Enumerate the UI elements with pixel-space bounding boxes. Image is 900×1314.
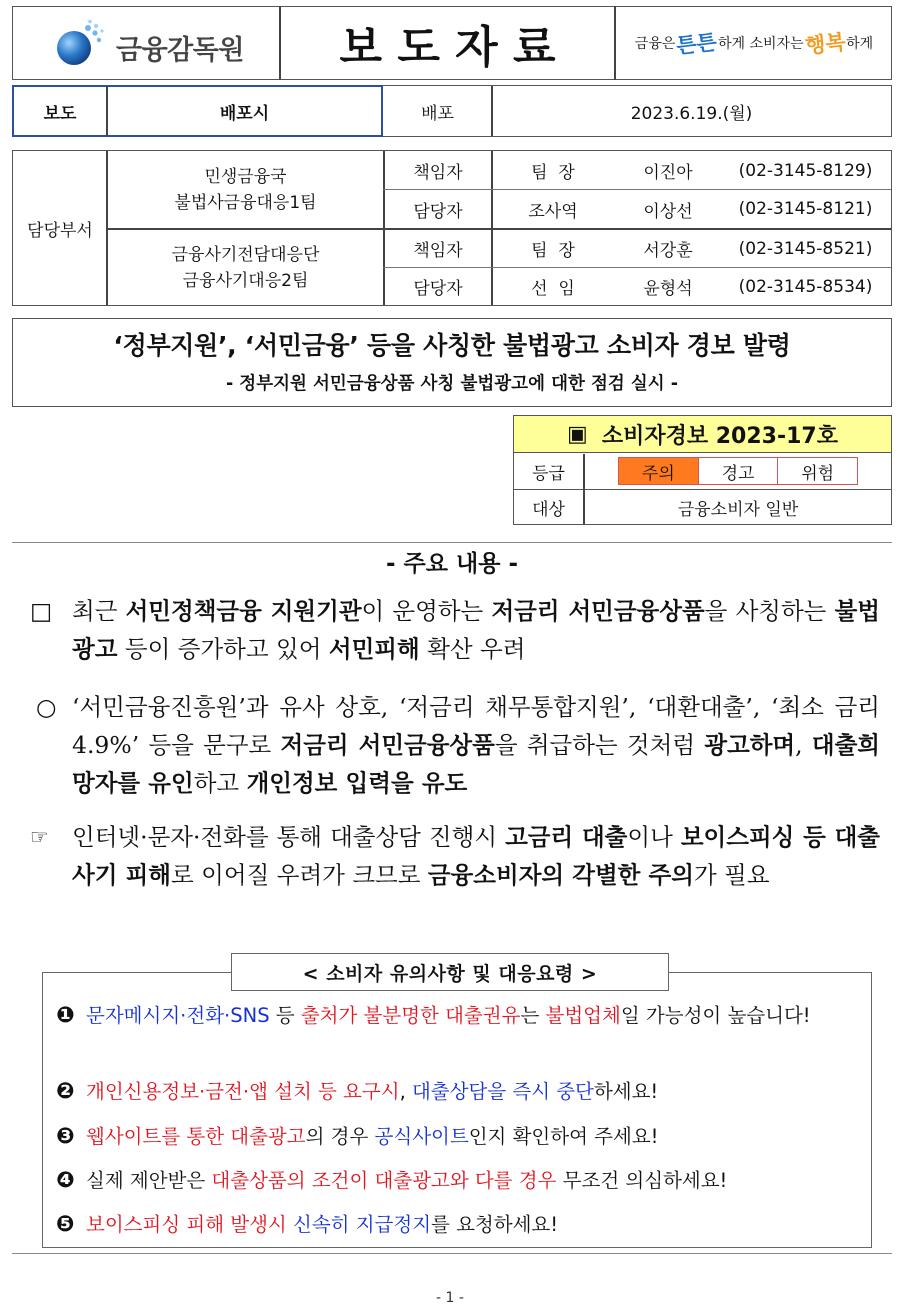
contact-role: 책임자 — [413, 163, 463, 183]
org-name: 금융감독원 — [116, 35, 244, 66]
tip-segment: 신속히 지급정지 — [292, 1213, 432, 1236]
summary-divider — [12, 542, 892, 543]
tip-segment: 인지 확인하여 주세요! — [468, 1125, 659, 1148]
slogan-mid: 하게 소비자는 — [717, 36, 804, 52]
tip-segment: 보이스피싱 피해 발생시 — [86, 1213, 287, 1236]
grade-label: 등급 — [532, 464, 565, 484]
level-danger: 위험 — [801, 463, 835, 484]
paragraph-segment: 대출희망자를 유인 — [72, 731, 880, 797]
summary-title: - 주요 내용 - — [386, 551, 518, 577]
dept-name-1: 민생금융국 불법사금융대응1팀 — [174, 167, 317, 213]
contact-name: 서강훈 — [643, 241, 693, 261]
paragraph-segment: 확산 우려 — [419, 635, 526, 663]
contact-role: 담당자 — [413, 279, 463, 299]
number-1-icon: ❶ — [56, 1003, 75, 1028]
dept-name-2: 금융사기전담대응단 금융사기대응2팀 — [171, 244, 320, 291]
paragraph-segment: 로 이어질 우려가 크므로 — [171, 861, 428, 889]
paragraph-segment: 저금리 서민금융상품 — [280, 731, 495, 759]
paragraph-segment: 을 사칭하는 — [704, 597, 835, 625]
contact-title: 팀 장 — [531, 241, 575, 261]
square-bullet-icon: □ — [30, 597, 53, 625]
paragraph-text — [72, 592, 880, 668]
paragraph-segment: 불법광고 — [72, 597, 880, 663]
tip-segment: 개인신용정보·금전·앱 설치 등 요구시 — [86, 1080, 400, 1103]
paragraph-segment: 인터넷·문자·전화를 통해 대출상담 진행시 — [72, 823, 506, 851]
paragraph-segment: 저금리 서민금융상품 — [491, 597, 705, 625]
paragraph-segment: 최근 — [72, 597, 126, 625]
paragraph-text — [72, 818, 880, 894]
tip-item — [58, 1165, 868, 1197]
paragraph-segment: 보이스피싱 등 대출사기 피해 — [72, 823, 880, 889]
alert-header — [514, 416, 891, 453]
paragraph-segment: 고금리 대출 — [505, 823, 628, 851]
contact-phone: (02-3145-8534) — [738, 276, 873, 297]
contact-title: 조사역 — [528, 201, 578, 222]
paragraph-segment: , — [795, 731, 812, 759]
tip-segment: 무조건 의심하세요! — [556, 1169, 728, 1192]
tip-item — [58, 1121, 868, 1153]
contact-name: 이진아 — [643, 163, 693, 183]
tip-segment: , — [399, 1080, 412, 1103]
tip-segment: 하세요! — [593, 1080, 659, 1103]
headline-subtitle: - 정부지원 서민금융상품 사칭 불법광고에 대한 점검 실시 - — [225, 374, 679, 394]
slogan-post: 하게 — [846, 36, 874, 52]
slogan-word-happy: 행복 — [803, 29, 847, 59]
paragraph-segment: ‘서민금융진흥원’과 유사 상호, ‘저금리 채무통합지원’, ‘대환대출’, ‘최소 금리 4.9%’ 등을 문구로 — [72, 693, 880, 759]
circle-bullet-icon: ○ — [36, 693, 57, 721]
summary-paragraph — [30, 592, 880, 672]
tip-text — [86, 1209, 868, 1241]
tip-text — [86, 1165, 868, 1197]
distribution-label: 배포 — [421, 103, 454, 124]
paragraph-segment: 이 운영하는 — [361, 597, 492, 625]
paragraph-segment: 서민정책금융 지원기관 — [125, 597, 362, 625]
paragraph-segment: 금융소비자의 각별한 주의 — [427, 861, 694, 889]
level-caution: 주의 — [619, 458, 699, 484]
fss-logo-icon — [52, 18, 106, 70]
paragraph-segment: 이나 — [627, 823, 681, 851]
tip-text — [86, 1000, 868, 1032]
release-label: 보도 — [43, 103, 77, 124]
contact-title: 팀 장 — [531, 163, 575, 183]
paragraph-text — [72, 688, 880, 802]
tip-segment: 일 가능성이 높습니다! — [620, 1004, 811, 1027]
release-value: 배포시 — [219, 103, 270, 124]
number-2-icon: ❷ — [56, 1079, 75, 1104]
doc-type-title: 보 도 자 료 — [339, 22, 556, 73]
contact-phone: (02-3145-8121) — [738, 199, 873, 219]
number-5-icon: ❺ — [56, 1212, 75, 1237]
distribution-date: 2023.6.19.(월) — [630, 103, 753, 124]
tip-segment: 문자메시지·전화·SNS — [86, 1004, 270, 1027]
notice-paragraph — [30, 818, 880, 936]
contact-name: 윤형석 — [643, 279, 693, 299]
paragraph-segment: 광고하며 — [704, 731, 796, 759]
tip-segment: 대출상담을 즉시 중단 — [411, 1080, 594, 1103]
tip-segment: 를 요청하세요! — [431, 1213, 559, 1236]
paragraph-segment: 서민피해 — [328, 635, 420, 663]
contact-title: 선 임 — [531, 279, 575, 299]
number-4-icon: ❹ — [56, 1168, 75, 1193]
slogan-pre: 금융은 — [634, 36, 676, 52]
tip-segment: 대출상품의 조건이 대출광고와 다를 경우 — [211, 1169, 557, 1192]
detail-paragraph — [30, 688, 880, 806]
org-logo — [52, 18, 277, 70]
paragraph-segment: 을 취급하는 것처럼 — [494, 731, 705, 759]
paragraph-segment: 가 필요 — [693, 861, 770, 889]
tip-item — [58, 1209, 868, 1241]
contact-name: 이상선 — [643, 201, 693, 222]
tip-item — [58, 1076, 868, 1108]
paragraph-segment: 하고 — [193, 769, 247, 797]
contact-role: 책임자 — [413, 241, 463, 261]
number-3-icon: ❸ — [56, 1124, 75, 1149]
tip-text — [86, 1076, 868, 1108]
slogan-word-strong: 튼튼 — [675, 29, 719, 59]
contact-role: 담당자 — [413, 201, 463, 222]
page-number: - 1 - — [436, 1290, 464, 1306]
alert-title: 소비자경보 2023-17호 — [601, 423, 838, 449]
paragraph-segment: 개인정보 입력을 유도 — [246, 769, 468, 797]
grade-levels — [618, 457, 858, 485]
tip-segment: 는 — [520, 1004, 546, 1027]
tip-segment: 의 경우 — [305, 1125, 375, 1148]
dept-label: 담당부서 — [27, 220, 93, 241]
target-value: 금융소비자 일반 — [677, 499, 799, 520]
tip-item — [58, 1000, 868, 1064]
contact-phone: (02-3145-8129) — [738, 160, 873, 181]
tip-segment: 실제 제안받은 — [86, 1169, 212, 1192]
tip-segment: 웹사이트를 통한 대출광고 — [86, 1125, 306, 1148]
level-warning: 경고 — [699, 458, 779, 484]
alert-badge-icon: ▣ — [567, 421, 588, 447]
contact-phone: (02-3145-8521) — [738, 238, 873, 259]
slogan — [616, 8, 892, 78]
tip-segment: 공식사이트 — [374, 1125, 469, 1148]
tip-segment: 출처가 불분명한 대출권유 — [300, 1004, 521, 1027]
pointing-hand-icon: ☞ — [30, 825, 49, 849]
tip-segment: 불법업체 — [545, 1004, 621, 1027]
paragraph-segment: 등이 증가하고 있어 — [117, 635, 329, 663]
target-label: 대상 — [532, 499, 565, 520]
tips-title: < 소비자 유의사항 및 대응요령 > — [231, 953, 669, 991]
tip-segment: 등 — [269, 1004, 301, 1027]
footer-divider — [12, 1253, 892, 1254]
tip-text — [86, 1121, 868, 1153]
headline-title: ‘정부지원’, ‘서민금융’ 등을 사칭한 불법광고 소비자 경보 발령 — [113, 331, 791, 360]
